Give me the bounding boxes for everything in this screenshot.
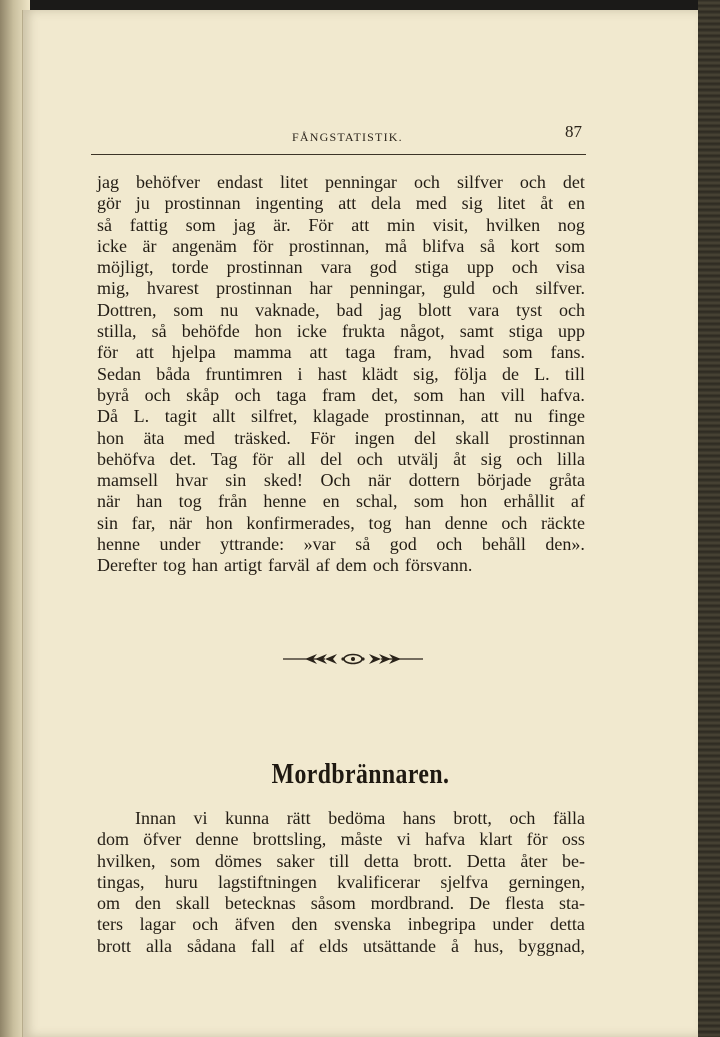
text-line: sin far, när hon konfirmerades, tog han denne och räckte (97, 512, 585, 533)
text-line: när han tog från henne en schal, som hon erhållit af (97, 491, 585, 512)
text-line: Innan vi kunna rätt bedöma hans brott, och fälla (135, 808, 585, 828)
text-line: brott alla sådana fall af elds utsättande å hus, byggnad, (97, 935, 585, 956)
text-line: Dottren, som nu vaknade, bad jag blott vara tyst och (97, 299, 585, 320)
text-line: Sedan båda fruntimren i hast klädt sig, följa de L. till (97, 363, 585, 384)
text-line: gör ju prostinnan ingenting att dela med sig litet åt en (97, 193, 585, 214)
text-line: icke är angenäm för prostinnan, må blifva så kort som (97, 235, 585, 256)
text-line: om den skall betecknas såsom mordbrand. De flesta sta- (97, 893, 585, 914)
text-line: Då L. tagit allt silfret, klagade prostinnan, att nu finge (97, 406, 585, 427)
section-heading: Mordbrännaren. (271, 758, 450, 790)
running-title: FÅNGSTATISTIK. (292, 130, 403, 144)
text-line: för att hjelpa mamma att taga fram, hvad som fans. (97, 342, 585, 363)
text-line: dom öfver denne brottsling, måste vi hafva klart för oss (97, 829, 585, 850)
text-line: ters lagar och äfven den svenska inbegripa under detta (97, 914, 585, 935)
text-line: mig, hvarest prostinnan har penningar, guld och silfver. (97, 278, 585, 299)
text-line: så fattig som jag är. För att min visit, hvilken nog (97, 214, 585, 235)
text-line: tingas, huru lagstiftningen kvalificerar sjelfva gerningen, (97, 871, 585, 892)
text-line: jag behöfver endast litet penningar och silfver och det (97, 172, 585, 192)
ornament-divider-icon (283, 651, 423, 667)
text-line: hon äta med träsked. För ingen del skall prostinnan (97, 427, 585, 448)
text-line: byrå och skåp och taga fram det, som han vill hafva. (97, 384, 585, 405)
text-line: hvilken, som dömes saker till detta brott. Detta åter be- (97, 850, 585, 871)
text-line: behöfva det. Tag för all del och utvälj åt sig och lilla (97, 448, 585, 469)
text-line: möjligt, torde prostinnan vara god stiga upp och visa (97, 257, 585, 278)
text-line: stilla, så behöfde hon icke frukta något, samt stiga upp (97, 321, 585, 342)
body-text-section-1 (97, 172, 585, 577)
text-line: mamsell hvar sin sked! Och när dottern började gråta (97, 470, 585, 491)
text-line: henne under yttrande: »var så god och behåll den». (97, 534, 585, 555)
right-book-edge (698, 0, 720, 1037)
body-text-section-2 (97, 808, 585, 957)
running-header (91, 122, 586, 155)
text-line: Derefter tog han artigt farväl af dem och försvann. (97, 555, 473, 576)
book-page (22, 10, 698, 1037)
page-number: 87 (565, 122, 582, 141)
